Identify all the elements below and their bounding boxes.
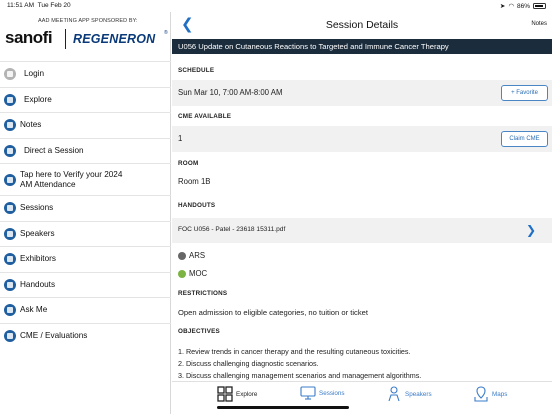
moc-label: MOC	[189, 269, 208, 278]
sidebar-item-label: Login	[24, 69, 45, 79]
sidebar-item-label: Notes	[20, 120, 42, 130]
tab-bar	[172, 381, 552, 414]
wifi-icon: ◠	[508, 3, 514, 10]
cme-value: 1	[178, 134, 183, 143]
notes-button[interactable]: Notes	[531, 21, 547, 27]
sidebar-item-label: Ask Me	[20, 305, 48, 315]
sidebar-item-handouts[interactable]	[0, 272, 171, 298]
verify-icon	[4, 174, 16, 186]
page-title: Session Details	[325, 19, 399, 31]
objective-line: 3. Discuss challenging management scenarios and management algorithms.	[178, 371, 422, 380]
sidebar-item-label: Explore	[24, 94, 52, 104]
objective-line: 2. Discuss challenging diagnostic scenarios.	[178, 359, 319, 368]
sidebar	[0, 12, 171, 414]
speakers-icon	[4, 228, 16, 240]
tab-label: Maps	[492, 390, 508, 398]
sponsor-logos	[4, 28, 170, 50]
objective-line: 1. Review trends in cancer therapy and the resulting cutaneous toxicities.	[178, 347, 411, 356]
schedule-header: SCHEDULE	[178, 67, 215, 74]
nav-bar	[172, 12, 552, 38]
cme-row	[172, 126, 552, 152]
room-header: ROOM	[178, 160, 199, 167]
schedule-value: Sun Mar 10, 7:00 AM-8:00 AM	[178, 88, 283, 97]
session-title: U056 Update on Cutaneous Reactions to Targeted and Immune Cancer Therapy	[172, 39, 552, 54]
sidebar-item-label: Sessions	[20, 203, 54, 213]
sidebar-item-sessions[interactable]	[0, 195, 171, 221]
logo-divider	[65, 29, 66, 49]
sidebar-item-direct-session[interactable]	[0, 138, 171, 164]
battery-percent: 86%	[516, 2, 530, 10]
sidebar-item-label: Exhibitors	[20, 254, 56, 264]
ars-icon	[178, 252, 186, 260]
tab-label: Explore	[236, 390, 258, 398]
speakers-tab-icon	[386, 386, 402, 402]
explore-icon	[217, 386, 233, 402]
handouts-header: HANDOUTS	[178, 202, 216, 209]
cme-header: CME AVAILABLE	[178, 113, 232, 120]
user-icon	[4, 68, 16, 80]
sidebar-item-verify-attendance[interactable]	[0, 163, 171, 195]
grid-icon	[4, 94, 16, 106]
favorite-button[interactable]: + Favorite	[501, 85, 548, 101]
exhibitors-icon	[4, 253, 16, 265]
schedule-row	[172, 80, 552, 106]
tab-speakers[interactable]	[386, 386, 432, 402]
chevron-right-icon: ❯	[525, 223, 536, 237]
sidebar-item-label: Handouts	[20, 279, 56, 289]
tab-sessions[interactable]	[300, 386, 345, 400]
sidebar-menu	[0, 61, 171, 348]
notes-icon	[4, 119, 16, 131]
room-value: Room 1B	[178, 177, 211, 186]
sanofi-logo: sanofi	[5, 28, 53, 47]
handout-file-row[interactable]	[172, 218, 552, 243]
sidebar-item-cme-evaluations[interactable]	[0, 323, 171, 349]
home-indicator	[217, 406, 349, 409]
restrictions-value: Open admission to eligible categories, no tuition or ticket	[178, 308, 368, 317]
sidebar-item-label: Speakers	[20, 228, 55, 238]
location-icon: ➤	[499, 3, 506, 10]
sessions-tab-icon	[300, 386, 316, 400]
sidebar-item-ask-me[interactable]	[0, 297, 171, 323]
restrictions-header: RESTRICTIONS	[178, 290, 228, 297]
status-right	[500, 2, 546, 10]
question-icon	[4, 304, 16, 316]
sidebar-item-label: Tap here to Verify your 2024 AM Attendance	[20, 169, 123, 189]
regeneron-logo: REGENERON	[73, 32, 156, 46]
tab-label: Sessions	[319, 389, 345, 397]
objectives-header: OBJECTIVES	[178, 328, 220, 335]
sidebar-item-notes[interactable]	[0, 112, 171, 138]
sessions-icon	[4, 202, 16, 214]
sidebar-item-speakers[interactable]	[0, 221, 171, 247]
battery-icon	[533, 3, 546, 9]
moc-icon	[178, 270, 186, 278]
tab-explore[interactable]	[217, 386, 257, 402]
sidebar-item-label: Direct a Session	[24, 145, 84, 155]
tab-label: Speakers	[405, 390, 432, 398]
main-panel	[172, 12, 552, 414]
status-time: 11:51 AM Tue Feb 20	[7, 2, 71, 9]
sidebar-item-label: CME / Evaluations	[20, 330, 88, 340]
back-chevron-icon[interactable]: ❮	[181, 16, 194, 33]
tab-maps[interactable]	[473, 386, 507, 402]
microphone-icon	[4, 145, 16, 157]
registered-mark: ®	[164, 30, 168, 36]
sidebar-item-exhibitors[interactable]	[0, 246, 171, 272]
handout-file-name: FOC U056 - Patel - 23618 15311.pdf	[178, 226, 286, 233]
claim-cme-button[interactable]: Claim CME	[501, 131, 548, 147]
ars-label: ARS	[189, 251, 206, 260]
sidebar-item-login[interactable]	[0, 61, 171, 87]
status-bar	[0, 0, 552, 12]
maps-icon	[473, 386, 489, 402]
cme-icon	[4, 330, 16, 342]
sidebar-item-explore[interactable]	[0, 87, 171, 113]
handouts-icon	[4, 279, 16, 291]
sponsor-text: AAD MEETING APP SPONSORED BY:	[38, 18, 138, 24]
